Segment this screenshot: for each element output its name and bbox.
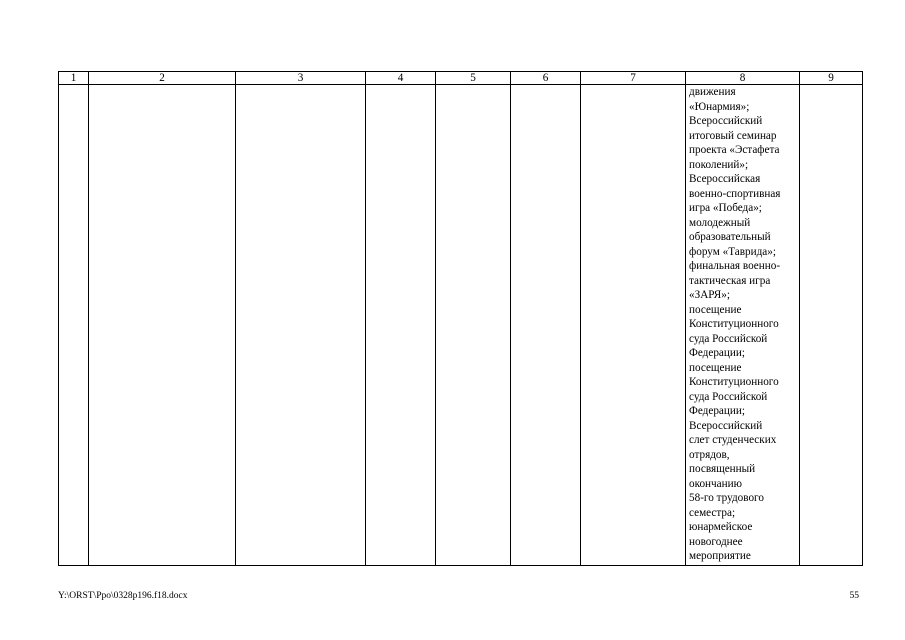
data-table xyxy=(58,71,863,566)
table-row xyxy=(59,85,863,566)
column-header-9: 9 xyxy=(800,72,863,85)
column-header-3: 3 xyxy=(236,72,366,85)
column-header-4: 4 xyxy=(366,72,436,85)
table-cell-col7 xyxy=(581,85,686,566)
page-number: 55 xyxy=(849,591,859,601)
table-cell-col3 xyxy=(236,85,366,566)
column-header-2: 2 xyxy=(89,72,236,85)
column-header-5: 5 xyxy=(436,72,511,85)
table-cell-col4 xyxy=(366,85,436,566)
column-header-8: 8 xyxy=(686,72,800,85)
table-header-row xyxy=(59,72,863,85)
column-header-6: 6 xyxy=(511,72,581,85)
table-cell-col8 xyxy=(686,85,800,566)
events-list-text: движения «Юнармия»; Всероссийский итоговый семинар проекта «Эстафета поколений»; Всероссийская военно-спортивная игра «Победа»; молодежный образовательный форум «Таврида»; финальная военно- тактическая игра «ЗАРЯ»; посещение Конституционного суда Российской Федерации; посещение Конституционного суда Российской Федерации; Всероссийский слет студенческих отрядов, посвященный окончанию 58-го трудового семестра; юнармейское новогоднее мероприятие xyxy=(689,86,781,562)
column-header-1: 1 xyxy=(59,72,89,85)
table-cell-col2 xyxy=(89,85,236,566)
table-cell-col6 xyxy=(511,85,581,566)
footer-file-path: Y:\ORST\Ppo\0328p196.f18.docx xyxy=(58,591,188,601)
table-cell-col9 xyxy=(800,85,863,566)
column-header-7: 7 xyxy=(581,72,686,85)
table-cell-col1 xyxy=(59,85,89,566)
table-cell-col5 xyxy=(436,85,511,566)
